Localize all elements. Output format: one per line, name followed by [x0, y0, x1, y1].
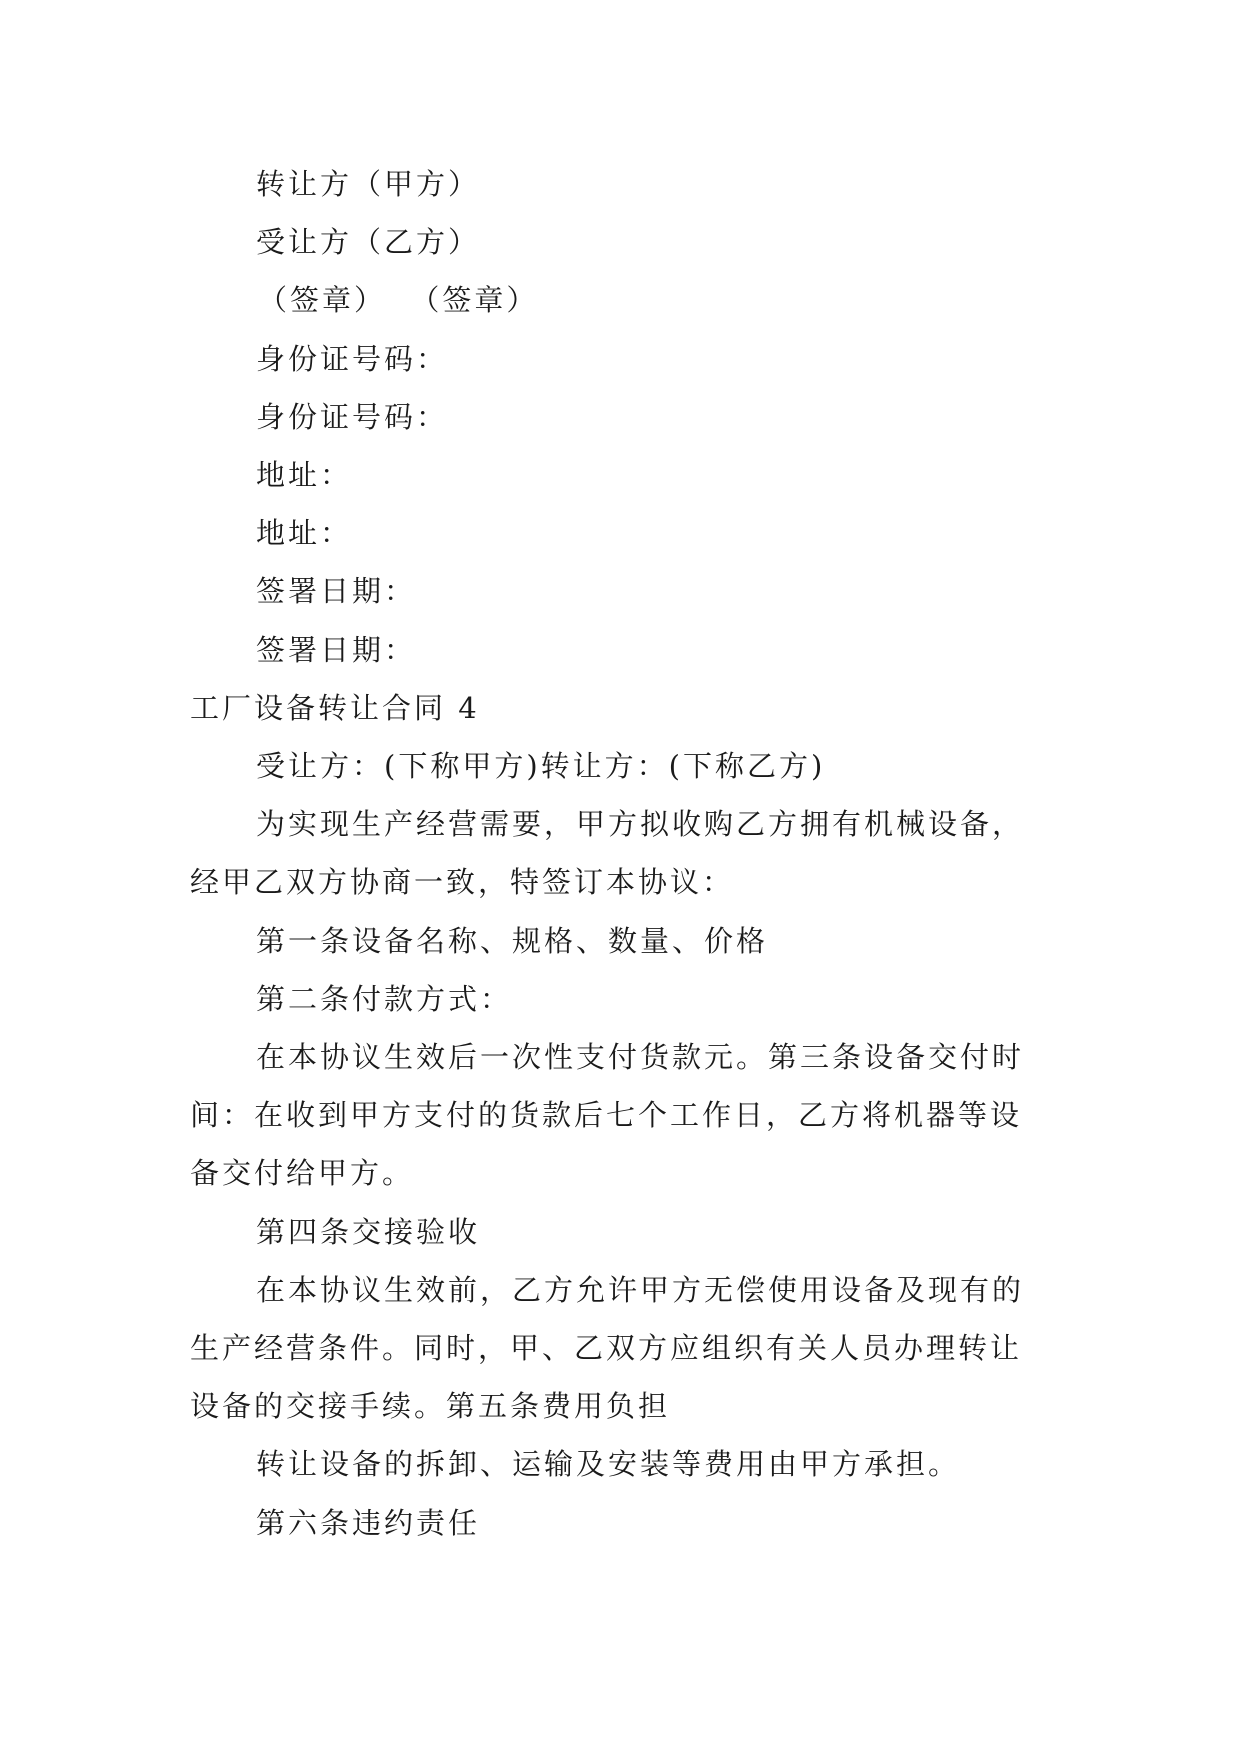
sign-date-label-1: 签署日期： [256, 574, 417, 608]
article-6-heading: 第六条违约责任 [256, 1506, 481, 1540]
handover-text-line-1: 在本协议生效前，乙方允许甲方无偿使用设备及现有的 [256, 1273, 1025, 1307]
seal-labels: （签章） （签章） [258, 283, 539, 317]
payment-text-line-3: 备交付给甲方。 [190, 1156, 415, 1190]
handover-text-line-3: 设备的交接手续。第五条费用负担 [190, 1389, 671, 1423]
transferor-party-label: 转让方（甲方） [256, 167, 481, 201]
id-number-label-2: 身份证号码： [256, 400, 449, 434]
transferee-party-label: 受让方（乙方） [256, 225, 481, 259]
address-label-2: 地址： [256, 516, 353, 550]
cost-text: 转让设备的拆卸、运输及安装等费用由甲方承担。 [256, 1447, 961, 1481]
contract-parties: 受让方：(下称甲方)转让方：(下称乙方) [256, 749, 826, 783]
preamble-line-2: 经甲乙双方协商一致，特签订本协议： [190, 865, 735, 899]
contract-title: 工厂设备转让合同 4 [190, 691, 480, 725]
handover-text-line-2: 生产经营条件。同时，甲、乙双方应组织有关人员办理转让 [190, 1331, 1023, 1365]
preamble-line-1: 为实现生产经营需要，甲方拟收购乙方拥有机械设备， [256, 807, 1025, 841]
sign-date-label-2: 签署日期： [256, 633, 417, 667]
article-2-heading: 第二条付款方式： [256, 982, 513, 1016]
payment-text-line-1: 在本协议生效后一次性支付货款元。第三条设备交付时 [256, 1040, 1025, 1074]
id-number-label-1: 身份证号码： [256, 342, 449, 376]
article-1-heading: 第一条设备名称、规格、数量、价格 [256, 924, 769, 958]
address-label-1: 地址： [256, 458, 353, 492]
payment-text-line-2: 间：在收到甲方支付的货款后七个工作日，乙方将机器等设 [190, 1098, 1023, 1132]
article-4-heading: 第四条交接验收 [256, 1215, 481, 1249]
